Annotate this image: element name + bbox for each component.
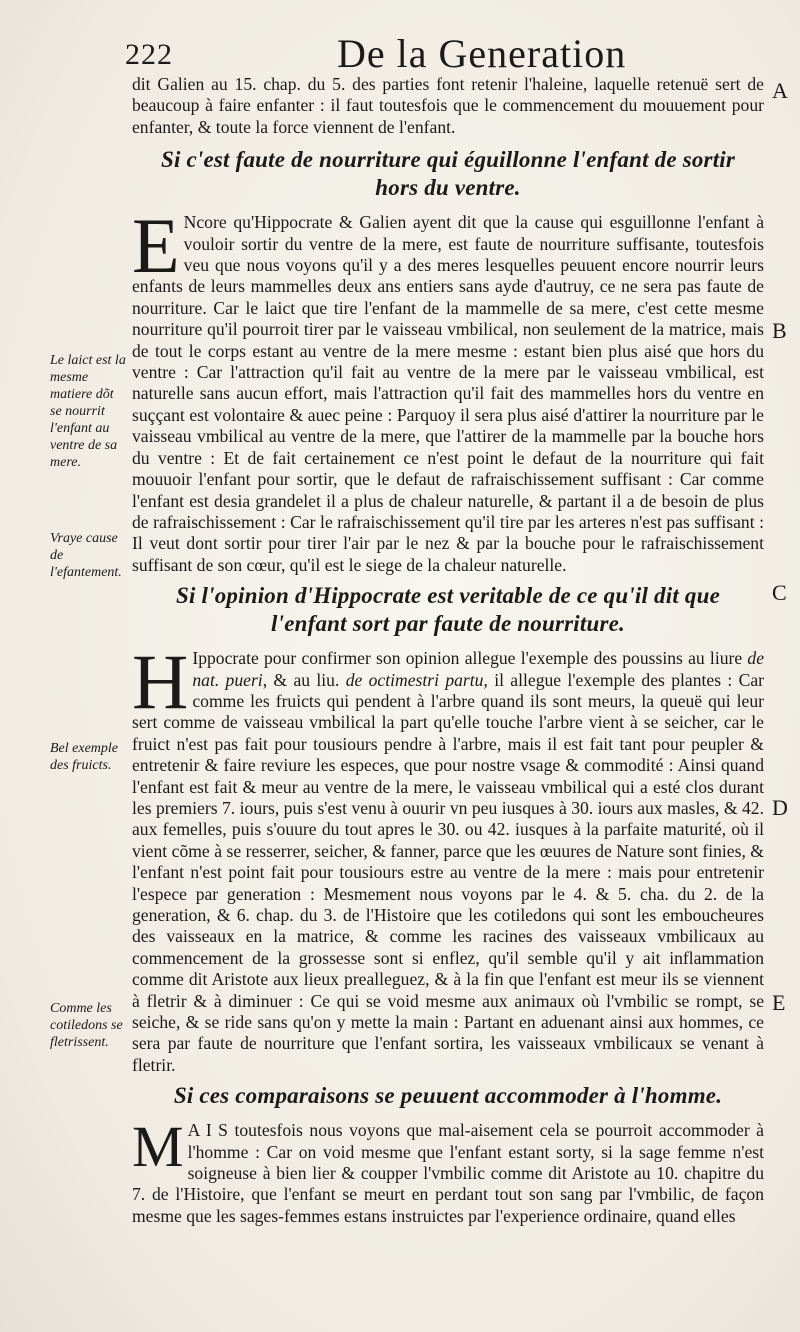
section-heading: Si ces comparaisons se peuuent accommoder à l'homme.: [173, 1083, 723, 1109]
citation: de nat. pueri: [192, 648, 764, 690]
body-paragraph: [132, 638, 764, 1076]
section-letter: C: [772, 580, 787, 605]
page-number: 222: [125, 38, 173, 71]
section-letter: E: [772, 990, 786, 1015]
body-paragraph: [132, 1114, 764, 1227]
main-text: [132, 74, 764, 1233]
margin-note: Bel exemple des fruicts.: [50, 741, 119, 773]
paragraph-text: Ncore qu'Hippocrate & Galien ayent dit que la cause qui esguillonne l'enfant à vouloir sortir du ventre de la mere, est faute de nourriture suffisante, toutesfois veu que nous voyons qu'il y a des meres lesquelles peuuent encore nourrir leurs enfants de leurs mammelles deux ans entiers sans ayde d'autruy, ce ne sera pas faute de nourriture. Car le laict que tire l'enfant de la mammelle de sa mere, c'est cette mesme nourriture qu'il pourroit tirer par le vaisseau vmbilical, non seulement de la matrice, mais de tout le corps estant au ventre de la mere mesme : estant bien plus aisé que hors du ventre : Car l'attraction qu'il fait au ventre de la mere par le vaisseau vmbilical, est naturelle sans aucun effort, mais l'attraction qu'il fait des mammelles hors du ventre en suççant est volontaire & auec peine : Parquoy il sera plus aisé d'attirer la nourriture par le vaisseau vmbilical au ventre de la mere, que l'attirer de la mammelle par la bouche hors du ventre : Et de fait certainement ce n'est point le defaut de la nourriture qui fait mouuoir l'enfant pour sortir, que le defaut de rafraischissement suffisant : Car comme l'enfant est desia grandelet il a plus de chaleur naturelle, & partant il a de besoin de plus de rafraischissement : Car le rafraischissement qu'il tire par les arteres n'est pas suffisant : Il veut dont sortir pour tirer l'air par le nez & par la bouche pour le rafraischissement suffisant de son cœur, qu'il est le siege de la chaleur naturelle.: [132, 212, 764, 575]
section-letter: A: [772, 78, 788, 103]
drop-cap: M: [132, 1114, 184, 1180]
section-heading: Si l'opinion d'Hippocrate est veritable de ce qu'il dit que l'enfant sort par faute de nourriture.: [176, 583, 720, 637]
paragraph-text: , il allegue l'exemple des plantes : Car comme les fruicts qui pendent à l'arbre quand ils sont meurs, la queuë qui leur sert comme de vaisseau vmbilical la part qu'elle touche l'arbre vient à se seicher, car le fruict n'est pas fait pour tousiours pendre à l'arbre, mais il est fait tant pour peupler & entretenir & faire reviure les especes, que pour nostre vsage & commodité : Ainsi quand l'enfant est fait & meur au ventre de la mere, le vaisseau vmbilical qui a esté clos durant les premiers 7. iours, puis s'est venu à ouurir vn peu iusques à 30. iours aux masles, & 42. aux femelles, puis s'ouure du tout apres le 30. ou 42. iusques à la parfaite maturité, où il vient cõme à se resserrer, seicher, & fanner, parce que les œuures de Nature sont finies, & l'enfant n'est point fait pour tousiours estre au ventre de la mere : mais pour entretenir l'espece par generation : Mesmement nous voyons par le 4. & 5. cha. du 2. de la generation, & 6. chap. du 3. de l'Histoire que les cotiledons qui sont les emboucheures des vaisseaux en la matrice, & comme les racines des vaisseaux vmbilicaux au commencement de la grossesse sont si enflez, qu'il semble qu'il y ait inflammation comme dit Aristote aux lieux prealleguez, & à la fin que l'enfant est meur ils se viennent à fletrir & à diminuer : Ce qui se void mesme aux animaux où l'vmbilic se rompt, se seiche, & se ride sans qu'on y mette la main : Partant en aduenant ainsi aux hommes, ce sera par faute de nourriture que l'enfant sortira, les vaisseaux vmbilicaux se venant à fletrir.: [132, 669, 764, 1075]
margin-note: Le laict est la mesme matiere dõt se nourrit l'enfant au ventre de sa mere.: [50, 353, 126, 470]
paragraph-text: toutesfois nous voyons que mal-aisement cela se pourroit accommoder à l'homme : Car on void mesme que l'enfant estant sorty, si la sage femme n'est soigneuse à bien lier & coupper l'vmbilic comme dit Aristote au 10. chapitre du 7. de l'Histoire, que l'enfant se meurt en perdant tout son sang par l'vmbilic, de façon mesme que les sages-femmes estans instruictes par l'experience ordinaire, quand elles: [132, 1120, 764, 1226]
intro-paragraph: dit Galien au 15. chap. du 5. des parties font retenir l'haleine, laquelle retenuë sert de beaucoup à faire enfanter : il faut toutesfois que le commencement du mouuement pour enfanter, & toute la force viennent de l'enfant.: [132, 74, 764, 137]
drop-cap: E: [132, 202, 180, 290]
section-heading: Si c'est faute de nourriture qui éguillonne l'enfant de sortir hors du ventre.: [160, 147, 736, 201]
page-header: [125, 30, 765, 76]
running-title: De la Generation: [337, 31, 627, 76]
section-letter: D: [772, 795, 788, 820]
small-caps-text: A I S: [187, 1120, 228, 1141]
paragraph-text: , & au liu.: [262, 669, 346, 690]
section-letter: B: [772, 318, 787, 343]
drop-cap: H: [132, 638, 189, 726]
body-paragraph: [132, 202, 764, 576]
citation: de octimestri partu: [345, 669, 484, 690]
margin-note: Vraye cause de l'efantement.: [50, 531, 122, 580]
margin-note: Comme les cotiledons se fletrissent.: [50, 1001, 123, 1050]
paragraph-text: Ippocrate pour confirmer son opinion allegue l'exemple des poussins au liure: [192, 648, 748, 669]
